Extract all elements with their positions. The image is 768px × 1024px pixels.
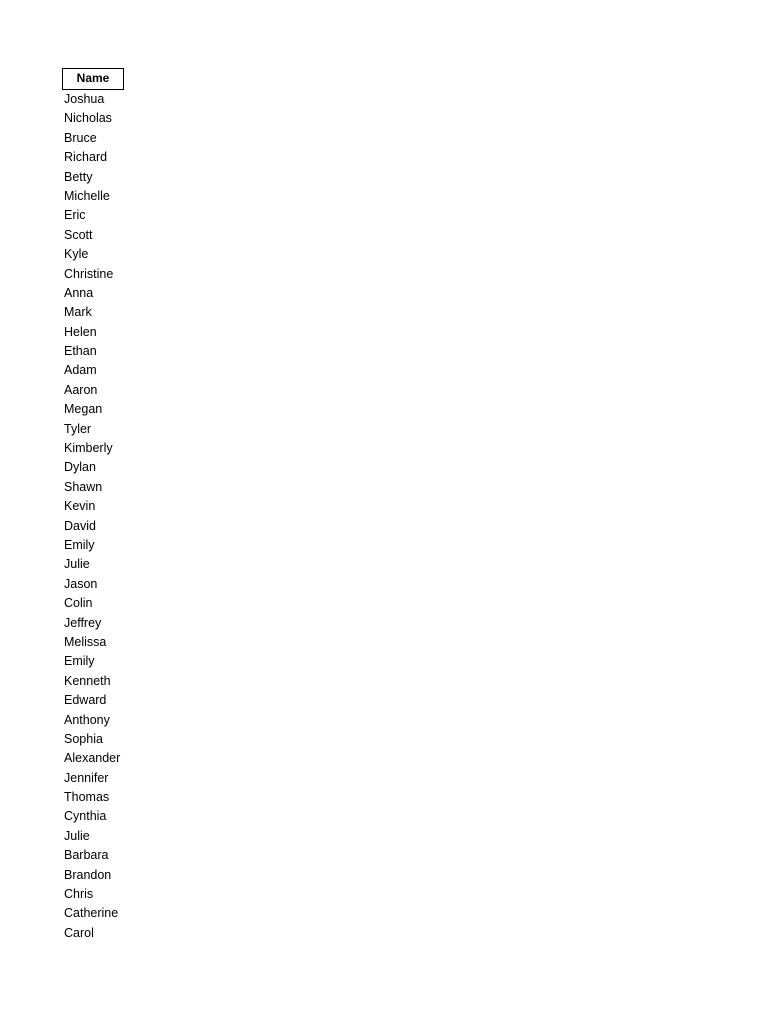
table-row: Carol [64, 925, 94, 940]
table-row: Kenneth [64, 673, 111, 688]
table-row: Thomas [64, 790, 110, 805]
table-row: Edward [64, 693, 107, 708]
table-row: Anna [64, 285, 94, 300]
table-row: Helen [64, 324, 97, 339]
name-list [62, 90, 124, 943]
table-row: Aaron [64, 382, 98, 397]
table-row: Ethan [64, 344, 97, 359]
name-table [62, 68, 124, 943]
table-row: Dylan [64, 460, 96, 475]
table-row: Melissa [64, 634, 107, 649]
table-row: Joshua [64, 92, 105, 106]
table-row: Betty [64, 169, 93, 184]
table-row: Mark [64, 305, 92, 320]
table-row: Emily [64, 654, 95, 669]
table-row: Barbara [64, 848, 109, 863]
table-row: Julie [64, 557, 90, 572]
table-row: Kyle [64, 247, 89, 262]
table-row: Richard [64, 150, 108, 165]
table-row: Michelle [64, 188, 110, 203]
table-row: Jeffrey [64, 615, 102, 630]
table-row: Christine [64, 266, 114, 281]
table-row: Tyler [64, 421, 92, 436]
table-row: Anthony [64, 712, 110, 727]
table-row: Sophia [64, 731, 103, 746]
table-row: Catherine [64, 906, 119, 921]
table-row: Julie [64, 828, 90, 843]
table-row: Cynthia [64, 809, 107, 824]
table-row: David [64, 518, 96, 533]
table-row: Chris [64, 887, 94, 902]
table-row: Megan [64, 402, 103, 417]
table-row: Brandon [64, 867, 112, 882]
table-row: Kimberly [64, 441, 113, 456]
table-row: Alexander [64, 751, 121, 766]
table-row: Scott [64, 227, 93, 242]
table-row: Jason [64, 576, 98, 591]
table-row: Eric [64, 208, 86, 223]
column-header-name: Name [62, 68, 124, 90]
table-row: Emily [64, 537, 95, 552]
table-row: Bruce [64, 130, 97, 145]
table-row: Kevin [64, 499, 96, 514]
table-row: Nicholas [64, 111, 112, 126]
table-row: Colin [64, 596, 93, 611]
table-row: Adam [64, 363, 97, 378]
table-row: Jennifer [64, 770, 109, 785]
table-row: Shawn [64, 479, 103, 494]
